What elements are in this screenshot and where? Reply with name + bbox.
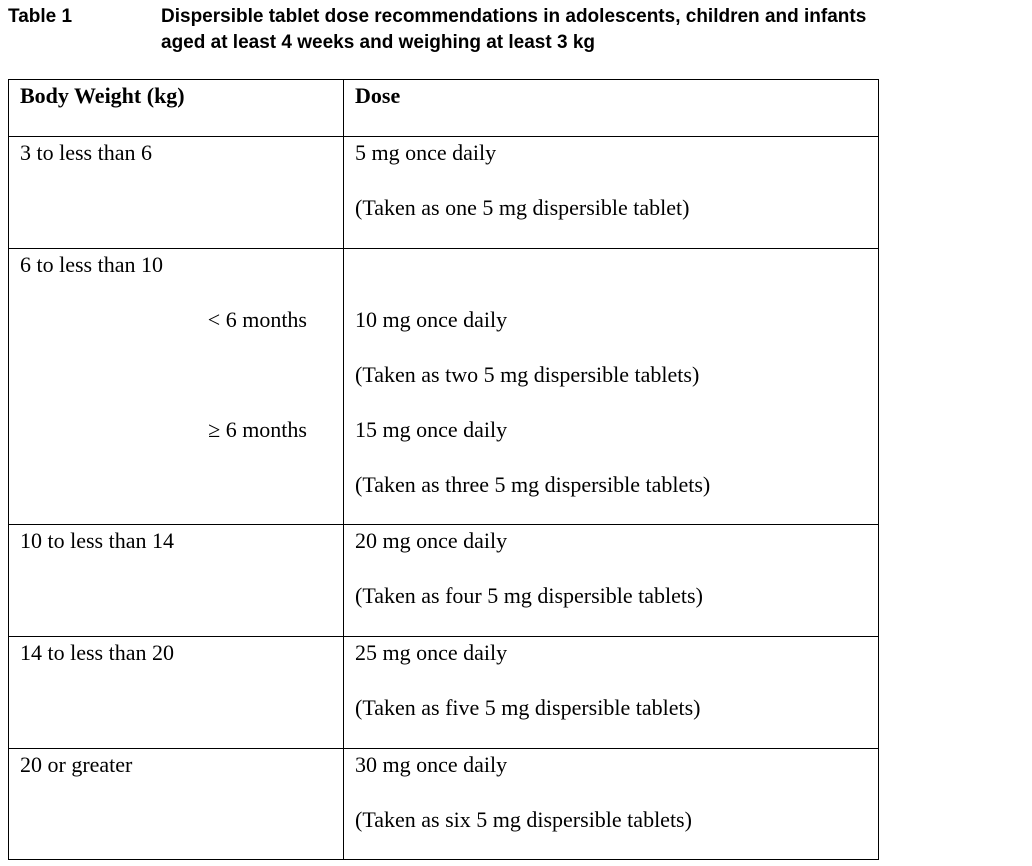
weight-range: 14 to less than 20 [20,640,174,665]
dose-amount: 10 mg once daily [355,307,508,332]
table-title-line-2: aged at least 4 weeks and weighing at least 3 kg [161,32,595,53]
weight-cell [9,249,344,525]
dose-note: (Taken as three 5 mg dispersible tablets) [355,472,711,497]
dose-amount: 30 mg once daily [355,752,508,777]
table-row [9,249,879,525]
dose-cell [344,637,879,749]
dose-note: (Taken as four 5 mg dispersible tablets) [355,583,703,608]
age-subgroup-label: < 6 months [207,307,307,332]
weight-cell [9,637,344,749]
dose-cell [344,137,879,249]
header-label: Body Weight (kg) [20,83,185,108]
dose-amount: 20 mg once daily [355,528,508,553]
table-row [9,525,879,637]
table-title [161,4,1031,56]
column-header-body-weight [9,80,344,137]
weight-range: 20 or greater [20,752,133,777]
weight-range: 3 to less than 6 [20,140,152,165]
table-row [9,749,879,860]
weight-cell [9,525,344,637]
header-row [9,80,879,137]
age-subgroup-label: ≥ 6 months [208,417,307,442]
dose-note: (Taken as five 5 mg dispersible tablets) [355,695,701,720]
dose-cell [344,749,879,860]
column-header-dose [344,80,879,137]
weight-cell [9,749,344,860]
table-number: Table 1 [8,6,73,27]
dose-note: (Taken as one 5 mg dispersible tablet) [355,195,690,220]
dose-cell [344,525,879,637]
header-label: Dose [355,83,401,108]
dose-table [8,79,879,860]
weight-range: 10 to less than 14 [20,528,174,553]
table-title-line-1: Dispersible tablet dose recommendations in adolescents, children and infants [161,6,867,27]
table-row [9,637,879,749]
dose-amount: 25 mg once daily [355,640,508,665]
dose-amount: 5 mg once daily [355,140,497,165]
dose-cell [344,249,879,525]
dose-note: (Taken as two 5 mg dispersible tablets) [355,362,700,387]
weight-cell [9,137,344,249]
table-row [9,137,879,249]
dose-amount: 15 mg once daily [355,417,508,442]
dose-note: (Taken as six 5 mg dispersible tablets) [355,807,692,832]
weight-range: 6 to less than 10 [20,252,163,277]
